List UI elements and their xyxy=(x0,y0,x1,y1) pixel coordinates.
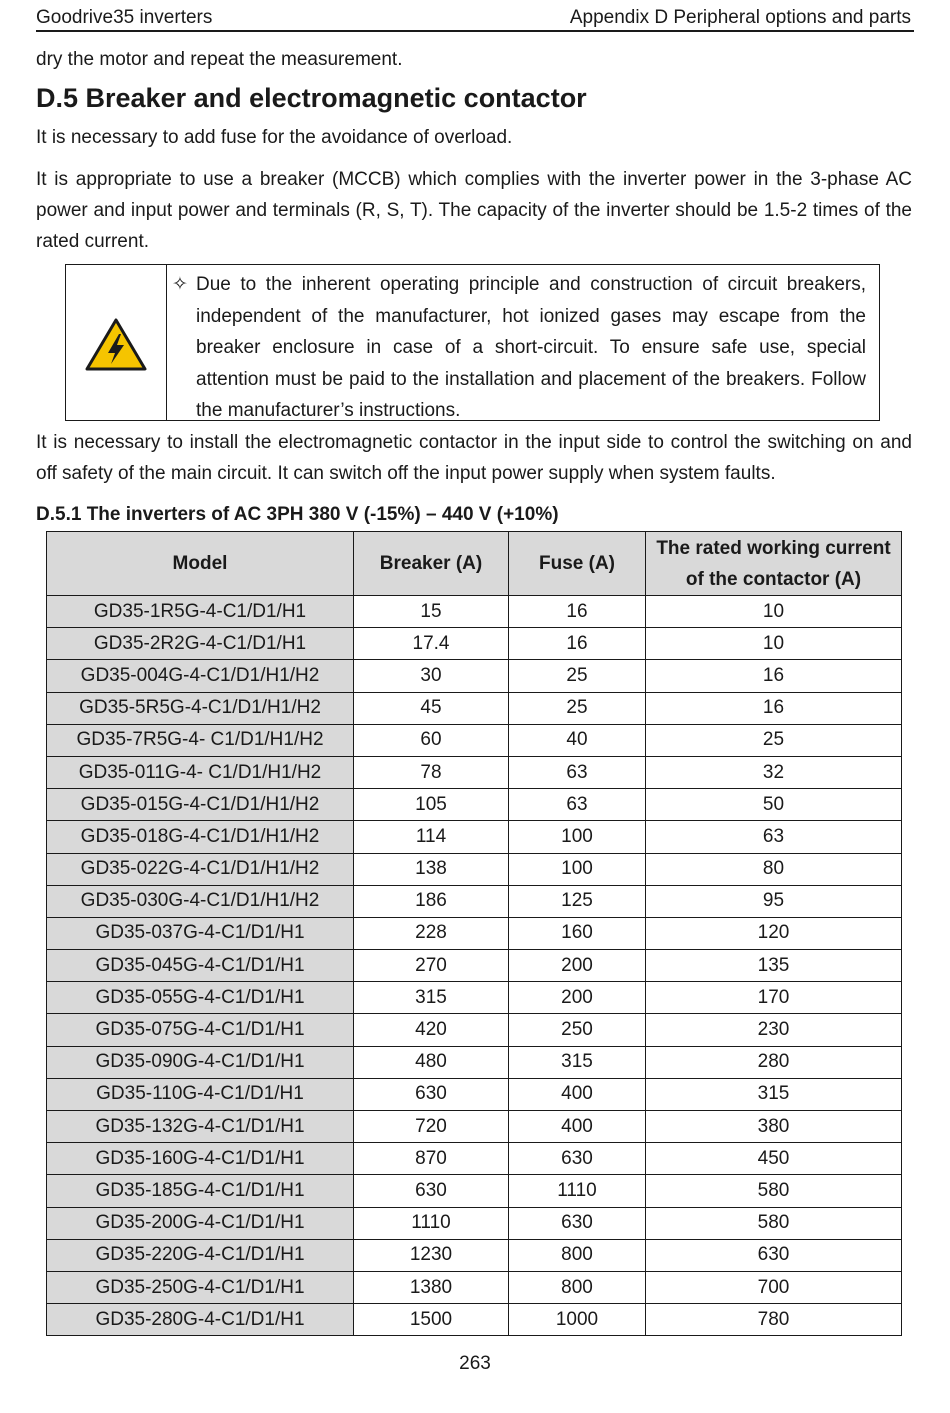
cell-breaker: 630 xyxy=(354,1078,509,1110)
cell-fuse: 630 xyxy=(509,1143,646,1175)
table-row xyxy=(47,917,902,949)
column-header-contactor xyxy=(646,532,902,596)
notice-text-cell xyxy=(172,269,866,427)
cell-breaker: 1500 xyxy=(354,1304,509,1336)
table-row xyxy=(47,692,902,724)
column-header-fuse: Fuse (A) xyxy=(509,532,646,596)
table-row xyxy=(47,1271,902,1303)
table-row xyxy=(47,1078,902,1110)
cell-model: GD35-037G-4-C1/D1/H1 xyxy=(47,917,354,949)
cell-model: GD35-5R5G-4-C1/D1/H1/H2 xyxy=(47,692,354,724)
cell-breaker: 1110 xyxy=(354,1207,509,1239)
cell-contactor: 80 xyxy=(646,853,902,885)
cell-contactor: 25 xyxy=(646,724,902,756)
subsection-title: D.5.1 The inverters of AC 3PH 380 V (-15%) – 440 V (+10%) xyxy=(36,504,559,525)
column-header-breaker: Breaker (A) xyxy=(354,532,509,596)
table-row xyxy=(47,821,902,853)
cell-fuse: 100 xyxy=(509,821,646,853)
cell-breaker: 270 xyxy=(354,950,509,982)
column-header-model: Model xyxy=(47,532,354,596)
cell-breaker: 480 xyxy=(354,1046,509,1078)
cell-model: GD35-200G-4-C1/D1/H1 xyxy=(47,1207,354,1239)
cell-fuse: 1000 xyxy=(509,1304,646,1336)
cell-contactor: 700 xyxy=(646,1271,902,1303)
table-row xyxy=(47,885,902,917)
cell-breaker: 315 xyxy=(354,982,509,1014)
cell-contactor: 380 xyxy=(646,1111,902,1143)
cell-model: GD35-2R2G-4-C1/D1/H1 xyxy=(47,628,354,660)
cell-model: GD35-220G-4-C1/D1/H1 xyxy=(47,1239,354,1271)
table-row xyxy=(47,950,902,982)
cell-contactor: 10 xyxy=(646,596,902,628)
cell-fuse: 800 xyxy=(509,1271,646,1303)
cell-breaker: 30 xyxy=(354,660,509,692)
cell-contactor: 315 xyxy=(646,1078,902,1110)
cell-breaker: 105 xyxy=(354,789,509,821)
intro-line: dry the motor and repeat the measurement. xyxy=(36,49,403,70)
table-row xyxy=(47,789,902,821)
cell-contactor: 32 xyxy=(646,756,902,788)
cell-breaker: 186 xyxy=(354,885,509,917)
cell-model: GD35-055G-4-C1/D1/H1 xyxy=(47,982,354,1014)
cell-contactor: 230 xyxy=(646,1014,902,1046)
cell-contactor: 630 xyxy=(646,1239,902,1271)
table-row xyxy=(47,1175,902,1207)
cell-model: GD35-250G-4-C1/D1/H1 xyxy=(47,1271,354,1303)
cell-model: GD35-090G-4-C1/D1/H1 xyxy=(47,1046,354,1078)
cell-fuse: 800 xyxy=(509,1239,646,1271)
cell-fuse: 63 xyxy=(509,789,646,821)
cell-breaker: 870 xyxy=(354,1143,509,1175)
table-row xyxy=(47,628,902,660)
page-header xyxy=(36,4,914,32)
cell-contactor: 170 xyxy=(646,982,902,1014)
cell-contactor: 280 xyxy=(646,1046,902,1078)
cell-fuse: 40 xyxy=(509,724,646,756)
cell-breaker: 15 xyxy=(354,596,509,628)
cell-fuse: 630 xyxy=(509,1207,646,1239)
page-number: 263 xyxy=(459,1353,491,1374)
cell-fuse: 16 xyxy=(509,628,646,660)
cell-model: GD35-018G-4-C1/D1/H1/H2 xyxy=(47,821,354,853)
notice-icon-cell xyxy=(66,265,167,420)
cell-fuse: 200 xyxy=(509,950,646,982)
table-row xyxy=(47,1046,902,1078)
cell-model: GD35-011G-4- C1/D1/H1/H2 xyxy=(47,756,354,788)
section-para-contactor: It is necessary to install the electromagnetic contactor in the input side to control the switching on and off safety of the main circuit. It can switch off the input power supply when system faults. xyxy=(36,432,912,484)
table-row xyxy=(47,660,902,692)
cell-breaker: 720 xyxy=(354,1111,509,1143)
cell-contactor: 95 xyxy=(646,885,902,917)
cell-breaker: 1230 xyxy=(354,1239,509,1271)
cell-model: GD35-110G-4-C1/D1/H1 xyxy=(47,1078,354,1110)
cell-model: GD35-030G-4-C1/D1/H1/H2 xyxy=(47,885,354,917)
cell-model: GD35-075G-4-C1/D1/H1 xyxy=(47,1014,354,1046)
column-header-contactor-line1: The rated working current xyxy=(656,537,891,559)
table-row xyxy=(47,1014,902,1046)
table-row xyxy=(47,1239,902,1271)
cell-breaker: 78 xyxy=(354,756,509,788)
cell-fuse: 16 xyxy=(509,596,646,628)
cell-model: GD35-7R5G-4- C1/D1/H1/H2 xyxy=(47,724,354,756)
safety-notice-box xyxy=(65,264,880,421)
cell-breaker: 45 xyxy=(354,692,509,724)
table-row xyxy=(47,724,902,756)
cell-breaker: 1380 xyxy=(354,1271,509,1303)
cell-model: GD35-045G-4-C1/D1/H1 xyxy=(47,950,354,982)
section-para-breaker: It is appropriate to use a breaker (MCCB) which complies with the inverter power in the 3-phase AC power and input power and terminals (R, S, T). The capacity of the inverter should be 1.5-2 times of the rated current. xyxy=(36,169,912,252)
cell-contactor: 16 xyxy=(646,692,902,724)
table-row xyxy=(47,1304,902,1336)
cell-fuse: 160 xyxy=(509,917,646,949)
cell-contactor: 10 xyxy=(646,628,902,660)
table-header-row xyxy=(47,532,902,596)
table-body xyxy=(47,596,902,1336)
cell-contactor: 120 xyxy=(646,917,902,949)
cell-fuse: 1110 xyxy=(509,1175,646,1207)
cell-breaker: 17.4 xyxy=(354,628,509,660)
column-header-contactor-line2: of the contactor (A) xyxy=(685,568,862,590)
cell-model: GD35-1R5G-4-C1/D1/H1 xyxy=(47,596,354,628)
cell-model: GD35-004G-4-C1/D1/H1/H2 xyxy=(47,660,354,692)
cell-model: GD35-280G-4-C1/D1/H1 xyxy=(47,1304,354,1336)
cell-contactor: 450 xyxy=(646,1143,902,1175)
cell-fuse: 400 xyxy=(509,1078,646,1110)
header-doc-title: Goodrive35 inverters xyxy=(36,7,213,28)
section-para-fuse: It is necessary to add fuse for the avoidance of overload. xyxy=(36,127,513,148)
cell-fuse: 25 xyxy=(509,692,646,724)
table-row xyxy=(47,756,902,788)
cell-fuse: 125 xyxy=(509,885,646,917)
cell-model: GD35-185G-4-C1/D1/H1 xyxy=(47,1175,354,1207)
table-row xyxy=(47,596,902,628)
table-row xyxy=(47,1207,902,1239)
table-row xyxy=(47,1111,902,1143)
cell-model: GD35-022G-4-C1/D1/H1/H2 xyxy=(47,853,354,885)
cell-breaker: 228 xyxy=(354,917,509,949)
cell-model: GD35-132G-4-C1/D1/H1 xyxy=(47,1111,354,1143)
cell-contactor: 63 xyxy=(646,821,902,853)
cell-breaker: 420 xyxy=(354,1014,509,1046)
cell-contactor: 780 xyxy=(646,1304,902,1336)
cell-contactor: 50 xyxy=(646,789,902,821)
high-voltage-warning-icon xyxy=(84,317,148,373)
cell-breaker: 630 xyxy=(354,1175,509,1207)
cell-contactor: 580 xyxy=(646,1207,902,1239)
header-chapter-title: Appendix D Peripheral options and parts xyxy=(569,7,911,28)
cell-contactor: 580 xyxy=(646,1175,902,1207)
breaker-fuse-contactor-table xyxy=(46,531,902,1336)
cell-model: GD35-160G-4-C1/D1/H1 xyxy=(47,1143,354,1175)
cell-contactor: 16 xyxy=(646,660,902,692)
section-title: D.5 Breaker and electromagnetic contactor xyxy=(36,83,587,113)
cell-breaker: 60 xyxy=(354,724,509,756)
cell-fuse: 63 xyxy=(509,756,646,788)
table-row xyxy=(47,1143,902,1175)
diamond-bullet-icon: ✧ xyxy=(172,274,188,295)
cell-model: GD35-015G-4-C1/D1/H1/H2 xyxy=(47,789,354,821)
notice-text: Due to the inherent operating principle and construction of circuit breakers, independent of the manufacturer, hot ionized gases may escape from the breaker enclosure in case of a short-circuit. To ensure safe use, special attention must be paid to the installation and placement of the breakers. Follow the manufacturer’s instructions. xyxy=(196,274,866,421)
cell-fuse: 250 xyxy=(509,1014,646,1046)
cell-fuse: 100 xyxy=(509,853,646,885)
cell-breaker: 138 xyxy=(354,853,509,885)
table-row xyxy=(47,982,902,1014)
cell-contactor: 135 xyxy=(646,950,902,982)
cell-fuse: 200 xyxy=(509,982,646,1014)
cell-breaker: 114 xyxy=(354,821,509,853)
cell-fuse: 315 xyxy=(509,1046,646,1078)
cell-fuse: 25 xyxy=(509,660,646,692)
cell-fuse: 400 xyxy=(509,1111,646,1143)
table-row xyxy=(47,853,902,885)
